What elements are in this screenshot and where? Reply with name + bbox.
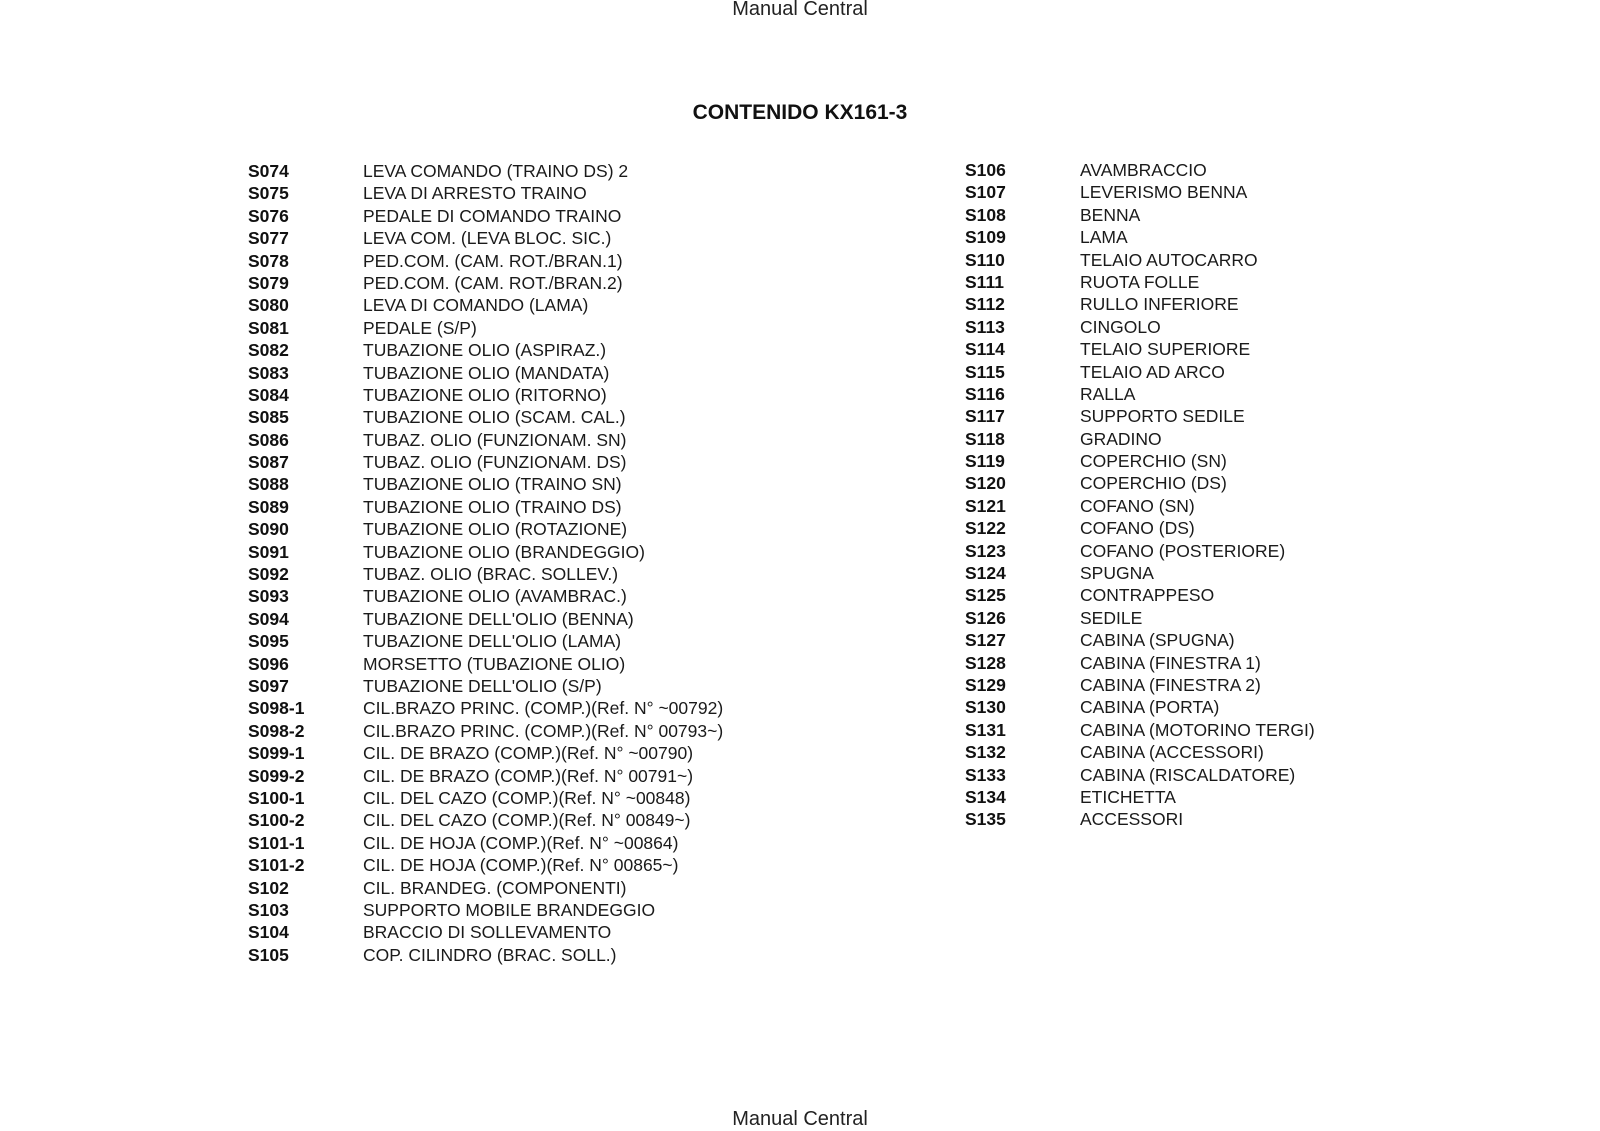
contents-entry — [965, 607, 1315, 629]
section-description: SPUGNA — [1080, 563, 1154, 584]
contents-entry — [965, 629, 1315, 651]
section-code: S111 — [965, 271, 1004, 292]
section-description: COP. CILINDRO (BRAC. SOLL.) — [363, 944, 617, 965]
section-description: SUPPORTO MOBILE BRANDEGGIO — [363, 899, 656, 920]
section-description: TUBAZ. OLIO (BRAC. SOLLEV.) — [363, 564, 619, 585]
section-description: LEVA DI ARRESTO TRAINO — [363, 183, 587, 204]
section-description: SEDILE — [1080, 607, 1143, 628]
section-code: S125 — [965, 585, 1006, 606]
contents-entry — [248, 205, 723, 227]
contents-left-column — [248, 160, 723, 966]
contents-entry — [965, 764, 1315, 786]
contents-entry — [965, 159, 1315, 181]
contents-entry — [965, 316, 1315, 338]
section-code: S102 — [248, 877, 289, 898]
section-description: LEVA COM. (LEVA BLOC. SIC.) — [363, 228, 612, 249]
section-code: S091 — [248, 541, 289, 562]
section-description: AVAMBRACCIO — [1080, 160, 1207, 180]
section-description: LAMA — [1080, 227, 1128, 248]
contents-entry — [248, 720, 723, 742]
section-description: TUBAZIONE OLIO (TRAINO DS) — [363, 496, 622, 517]
section-description: TUBAZIONE OLIO (ASPIRAZ.) — [363, 340, 607, 361]
section-description: TUBAZIONE OLIO (SCAM. CAL.) — [363, 407, 626, 428]
section-code: S089 — [248, 496, 289, 517]
contents-entry — [248, 921, 723, 943]
section-description: TUBAZ. OLIO (FUNZIONAM. DS) — [363, 452, 627, 473]
contents-entry — [965, 719, 1315, 741]
contents-entry — [248, 877, 723, 899]
contents-entry — [965, 472, 1315, 494]
page-header: Manual Central — [732, 0, 868, 20]
contents-entry — [965, 652, 1315, 674]
section-description: RUOTA FOLLE — [1080, 271, 1200, 292]
section-code: S135 — [965, 809, 1006, 830]
contents-entry — [965, 181, 1315, 203]
contents-entry — [965, 361, 1315, 383]
section-code: S126 — [965, 607, 1006, 628]
section-description: TELAIO SUPERIORE — [1080, 339, 1251, 360]
contents-entry — [248, 339, 723, 361]
section-code: S132 — [965, 742, 1006, 763]
contents-entry — [248, 899, 723, 921]
contents-entry — [248, 227, 723, 249]
section-description: BENNA — [1080, 204, 1141, 225]
contents-entry — [248, 697, 723, 719]
contents-entry — [965, 293, 1315, 315]
section-code: S124 — [965, 563, 1006, 584]
section-description: COFANO (POSTERIORE) — [1080, 540, 1286, 561]
section-description: TUBAZIONE OLIO (MANDATA) — [363, 362, 610, 383]
section-description: CABINA (SPUGNA) — [1080, 630, 1235, 651]
contents-entry — [248, 742, 723, 764]
section-code: S088 — [248, 474, 289, 495]
section-description: TUBAZIONE OLIO (TRAINO SN) — [363, 474, 622, 495]
section-code: S076 — [248, 205, 289, 226]
contents-entry — [965, 204, 1315, 226]
contents-entry — [248, 294, 723, 316]
section-description: RALLA — [1080, 383, 1136, 404]
contents-entry — [965, 540, 1315, 562]
section-code: S075 — [248, 183, 289, 204]
section-description: TUBAZIONE OLIO (AVAMBRAC.) — [363, 586, 627, 607]
section-description: CABINA (ACCESSORI) — [1080, 742, 1264, 763]
section-description: GRADINO — [1080, 428, 1162, 449]
contents-entry — [965, 226, 1315, 248]
contents-entry — [248, 317, 723, 339]
section-description: PED.COM. (CAM. ROT./BRAN.2) — [363, 272, 623, 293]
section-description: CIL. DEL CAZO (COMP.)(Ref. N° 00849~) — [363, 810, 691, 831]
contents-entry — [248, 518, 723, 540]
section-code: S130 — [965, 697, 1006, 718]
contents-entry — [965, 696, 1315, 718]
contents-entry — [965, 808, 1315, 830]
section-code: S112 — [965, 294, 1005, 315]
section-description: COPERCHIO (DS) — [1080, 473, 1227, 494]
section-description: CINGOLO — [1080, 316, 1161, 337]
contents-entry — [965, 405, 1315, 427]
contents-entry — [965, 271, 1315, 293]
section-description: TUBAZIONE OLIO (RITORNO) — [363, 384, 607, 405]
contents-entry — [248, 653, 723, 675]
section-code: S103 — [248, 899, 289, 920]
section-code: S082 — [248, 340, 289, 361]
document-title: CONTENIDO KX161-3 — [692, 101, 908, 124]
section-code: S134 — [965, 786, 1006, 807]
section-description: RULLO INFERIORE — [1080, 294, 1239, 315]
section-code: S078 — [248, 250, 289, 271]
contents-entry — [248, 429, 723, 451]
section-description: CIL. DEL CAZO (COMP.)(Ref. N° ~00848) — [363, 787, 691, 808]
section-description: CABINA (MOTORINO TERGI) — [1080, 719, 1315, 740]
section-code: S097 — [248, 675, 289, 696]
section-description: TUBAZIONE DELL'OLIO (S/P) — [363, 675, 602, 696]
section-code: S098-1 — [248, 698, 305, 719]
section-code: S093 — [248, 586, 289, 607]
section-code: S129 — [965, 674, 1006, 695]
contents-entry — [248, 182, 723, 204]
section-code: S080 — [248, 295, 289, 316]
contents-entry — [248, 563, 723, 585]
contents-entry — [965, 674, 1315, 696]
contents-entry — [965, 517, 1315, 539]
page-footer: Manual Central — [732, 1108, 868, 1130]
section-description: CIL. DE BRAZO (COMP.)(Ref. N° ~00790) — [363, 743, 694, 764]
contents-entry — [248, 541, 723, 563]
section-description: CABINA (PORTA) — [1080, 697, 1220, 718]
section-description: CIL.BRAZO PRINC. (COMP.)(Ref. N° ~00792) — [363, 698, 724, 719]
contents-entry — [248, 787, 723, 809]
section-description: TUBAZIONE OLIO (ROTAZIONE) — [363, 519, 628, 540]
section-description: TELAIO AD ARCO — [1080, 361, 1225, 382]
contents-right-column — [965, 159, 1315, 831]
section-code: S094 — [248, 608, 289, 629]
contents-entry — [965, 428, 1315, 450]
contents-entry — [248, 473, 723, 495]
contents-entry — [248, 630, 723, 652]
contents-entry — [248, 160, 723, 182]
section-code: S098-2 — [248, 720, 305, 741]
section-description: TUBAZIONE DELL'OLIO (LAMA) — [363, 631, 622, 652]
section-description: ETICHETTA — [1080, 786, 1176, 807]
section-code: S099-2 — [248, 765, 305, 786]
section-description: SUPPORTO SEDILE — [1080, 406, 1245, 427]
section-description: CIL. DE HOJA (COMP.)(Ref. N° 00865~) — [363, 855, 679, 876]
contents-entry — [248, 250, 723, 272]
section-code: S095 — [248, 631, 289, 652]
section-code: S114 — [965, 339, 1005, 360]
section-description: BRACCIO DI SOLLEVAMENTO — [363, 922, 612, 943]
contents-entry — [248, 451, 723, 473]
section-description: COFANO (SN) — [1080, 495, 1195, 516]
contents-entry — [965, 450, 1315, 472]
section-code: S084 — [248, 384, 289, 405]
contents-entry — [248, 832, 723, 854]
section-description: CABINA (RISCALDATORE) — [1080, 764, 1296, 785]
section-code: S117 — [965, 406, 1005, 427]
section-code: S086 — [248, 429, 289, 450]
contents-entry — [248, 608, 723, 630]
contents-entry — [248, 854, 723, 876]
section-code: S123 — [965, 540, 1006, 561]
contents-entry — [965, 338, 1315, 360]
section-code: S096 — [248, 653, 289, 674]
section-code: S113 — [965, 316, 1005, 337]
section-code: S090 — [248, 519, 289, 540]
section-code: S077 — [248, 228, 289, 249]
contents-entry — [248, 585, 723, 607]
section-code: S133 — [965, 764, 1006, 785]
section-description: COPERCHIO (SN) — [1080, 451, 1227, 472]
section-code: S121 — [965, 495, 1006, 516]
section-code: S110 — [965, 249, 1005, 270]
section-code: S100-2 — [248, 810, 305, 831]
section-code: S106 — [965, 160, 1006, 180]
section-code: S092 — [248, 564, 289, 585]
section-description: PEDALE (S/P) — [363, 317, 477, 338]
section-code: S107 — [965, 182, 1006, 203]
section-description: LEVERISMO BENNA — [1080, 182, 1248, 203]
section-description: MORSETTO (TUBAZIONE OLIO) — [363, 653, 626, 674]
section-description: COFANO (DS) — [1080, 518, 1195, 539]
section-description: CONTRAPPESO — [1080, 585, 1215, 606]
section-code: S101-1 — [248, 832, 305, 853]
section-description: CIL. DE BRAZO (COMP.)(Ref. N° 00791~) — [363, 765, 694, 786]
section-code: S104 — [248, 922, 289, 943]
contents-entry — [965, 786, 1315, 808]
contents-entry — [965, 741, 1315, 763]
contents-entry — [248, 384, 723, 406]
contents-entry — [248, 944, 723, 966]
section-code: S127 — [965, 630, 1006, 651]
section-code: S131 — [965, 719, 1006, 740]
contents-entry — [248, 496, 723, 518]
section-code: S081 — [248, 317, 289, 338]
contents-entry — [965, 495, 1315, 517]
section-code: S083 — [248, 362, 289, 383]
section-code: S085 — [248, 407, 289, 428]
section-description: CIL. DE HOJA (COMP.)(Ref. N° ~00864) — [363, 832, 679, 853]
contents-entry — [248, 675, 723, 697]
contents-entry — [248, 765, 723, 787]
contents-entry — [965, 584, 1315, 606]
section-code: S109 — [965, 227, 1006, 248]
contents-entry — [248, 406, 723, 428]
section-code: S128 — [965, 652, 1006, 673]
section-code: S079 — [248, 272, 289, 293]
section-description: PED.COM. (CAM. ROT./BRAN.1) — [363, 250, 623, 271]
section-code: S108 — [965, 204, 1006, 225]
section-description: TUBAZIONE DELL'OLIO (BENNA) — [363, 608, 634, 629]
section-code: S100-1 — [248, 787, 305, 808]
section-description: PEDALE DI COMANDO TRAINO — [363, 205, 622, 226]
contents-entry — [965, 383, 1315, 405]
contents-entry — [248, 272, 723, 294]
section-description: TUBAZ. OLIO (FUNZIONAM. SN) — [363, 429, 627, 450]
section-code: S120 — [965, 473, 1006, 494]
section-description: LEVA COMANDO (TRAINO DS) 2 — [363, 161, 629, 181]
contents-entry — [248, 809, 723, 831]
section-description: TUBAZIONE OLIO (BRANDEGGIO) — [363, 541, 645, 562]
section-code: S115 — [965, 361, 1005, 382]
section-description: TELAIO AUTOCARRO — [1080, 249, 1258, 270]
section-code: S087 — [248, 452, 289, 473]
section-code: S116 — [965, 383, 1005, 404]
contents-entry — [965, 249, 1315, 271]
section-description: CABINA (FINESTRA 2) — [1080, 674, 1261, 695]
section-code: S119 — [965, 451, 1005, 472]
section-code: S122 — [965, 518, 1006, 539]
section-code: S074 — [248, 161, 289, 181]
contents-entry — [248, 362, 723, 384]
contents-entry — [965, 562, 1315, 584]
section-code: S105 — [248, 944, 289, 965]
section-description: CIL.BRAZO PRINC. (COMP.)(Ref. N° 00793~) — [363, 720, 724, 741]
section-code: S099-1 — [248, 743, 305, 764]
section-description: ACCESSORI — [1080, 809, 1184, 830]
section-description: LEVA DI COMANDO (LAMA) — [363, 295, 589, 316]
section-code: S101-2 — [248, 855, 305, 876]
section-description: CABINA (FINESTRA 1) — [1080, 652, 1261, 673]
section-description: CIL. BRANDEG. (COMPONENTI) — [363, 877, 627, 898]
section-code: S118 — [965, 428, 1005, 449]
